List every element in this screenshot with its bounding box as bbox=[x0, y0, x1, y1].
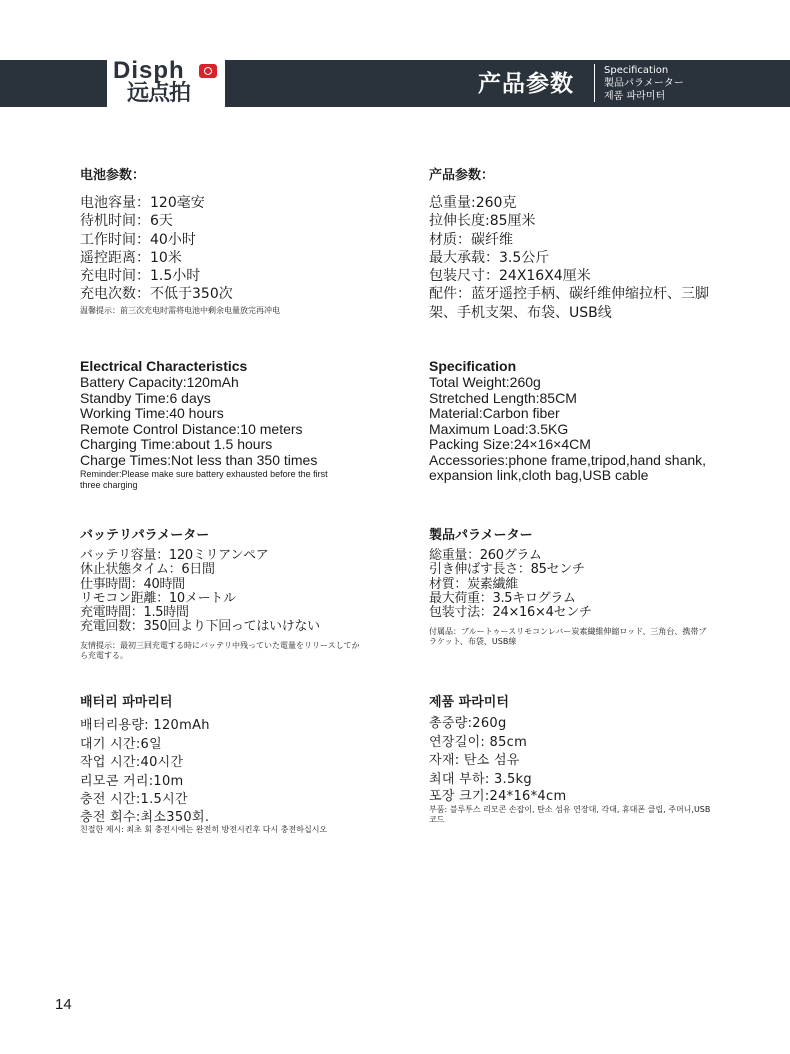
spec-row: 仕事時間：40時間 bbox=[80, 576, 185, 592]
spec-row: 리모콘 거리:10m bbox=[80, 773, 184, 789]
product-params-en bbox=[429, 358, 729, 484]
spec-row: Charge Times:Not less than 350 times bbox=[80, 451, 318, 468]
spec-row: 충전 회수:최소350회. bbox=[80, 809, 210, 825]
note-text: 付属品：ブルートゥースリモコンレバー炭素繊維伸縮ロッド、三角台、携帯ブラケット、布袋、USB線 bbox=[429, 627, 707, 647]
page-number: 14 bbox=[55, 996, 72, 1013]
battery-params-en bbox=[80, 358, 340, 491]
header-divider bbox=[594, 64, 595, 102]
spec-row: Total Weight:260g bbox=[429, 374, 541, 390]
spec-row: Standby Time:6 days bbox=[80, 389, 211, 406]
product-params-ko bbox=[429, 694, 719, 825]
note-text: 友情提示：最初三回充電する時にバッテリ中残っていた電量をリリースしてから充電する。 bbox=[80, 640, 360, 660]
spec-row-accessories: 配件：蓝牙遥控手柄、碳纤维伸缩拉杆、三脚架、手机支架、布袋、USB线 bbox=[429, 286, 709, 321]
spec-row: 引き伸ばす長さ：85センチ bbox=[429, 562, 585, 578]
spec-row: 총중량:260g bbox=[429, 716, 507, 731]
section-title: 产品参数： bbox=[429, 168, 495, 183]
spec-row: バッテリ容量：120ミリアンペア bbox=[80, 548, 269, 563]
spec-row: 充电次数：不低于350次 bbox=[80, 286, 233, 303]
product-params-cn bbox=[429, 167, 729, 322]
spec-row: expansion link,cloth bag,USB cable bbox=[429, 467, 649, 483]
section-title: 제품 파라미터 bbox=[429, 695, 509, 710]
section-title: Specification bbox=[429, 358, 517, 374]
spec-row: リモコン距離：10メートル bbox=[80, 590, 236, 606]
spec-row: 대기 시간:6일 bbox=[80, 736, 162, 752]
spec-row: 包装寸法：24×16×4センチ bbox=[429, 605, 592, 621]
spec-row: Remote Control Distance:10 meters bbox=[80, 420, 303, 437]
spec-row: 최대 부하: 3.5kg bbox=[429, 771, 532, 787]
spec-row: 総重量：260グラム bbox=[429, 548, 542, 563]
spec-row: 배터리용량: 120mAh bbox=[80, 718, 210, 733]
spec-row: Material:Carbon fiber bbox=[429, 405, 560, 421]
header-subtitle-ko: 제품 파라미터 bbox=[604, 91, 666, 102]
spec-row: 자재: 탄소 섬유 bbox=[429, 753, 520, 768]
header-subtitle-ja: 製品パラメーター bbox=[604, 78, 684, 89]
note-text: Reminder:Please make sure battery exhausted before the first three charging bbox=[80, 469, 328, 490]
spec-row: Battery Capacity:120mAh bbox=[80, 374, 239, 390]
note-text: 친절한 제시: 최초 회 충전시에는 완전히 방전시킨후 다시 충전하십시오 bbox=[80, 824, 328, 834]
logo-chinese: 远点拍 bbox=[127, 81, 191, 106]
spec-row: 充电时间：1.5小时 bbox=[80, 268, 201, 285]
section-title: Electrical Characteristics bbox=[80, 358, 248, 374]
spec-row: Charging Time:about 1.5 hours bbox=[80, 436, 273, 452]
spec-row: 最大荷重：3.5キログラム bbox=[429, 590, 576, 606]
note-text: 温馨提示：前三次充电时需将电池中剩余电量放完再冲电 bbox=[80, 305, 280, 315]
section-title: 製品パラメーター bbox=[429, 528, 533, 543]
brand-logo bbox=[107, 58, 225, 108]
spec-row: 연장길이: 85cm bbox=[429, 734, 528, 750]
section-title: 배터리 파마리터 bbox=[80, 695, 173, 710]
spec-row: Accessories:phone frame,tripod,hand shank, bbox=[429, 451, 707, 468]
spec-row: 포장 크기:24*16*4cm bbox=[429, 789, 567, 804]
page-title: 产品参数 bbox=[478, 71, 574, 97]
spec-row: 总重量:260克 bbox=[429, 195, 517, 211]
battery-params-ja bbox=[80, 527, 370, 661]
spec-row: 包装尺寸：24X16X4厘米 bbox=[429, 268, 591, 285]
spec-row: 充電回数：350回より下回ってはいけない bbox=[80, 619, 320, 635]
product-params-ja bbox=[429, 527, 719, 647]
header-subtitle-en: Specification bbox=[604, 65, 669, 76]
spec-row: 材質：炭素繊維 bbox=[429, 576, 518, 592]
note-text: 부품: 블루투스 리모콘 손잡이, 탄소 섬유 연장대, 각대, 휴대폰 클립, 주머니,USB코드 bbox=[429, 805, 711, 824]
spec-row: Stretched Length:85CM bbox=[429, 389, 577, 406]
spec-row: 电池容量：120毫安 bbox=[80, 195, 205, 211]
spec-row: 休止状態タイム：6日間 bbox=[80, 562, 215, 578]
section-title: バッテリパラメーター bbox=[80, 528, 210, 543]
spec-row: 待机时间：6天 bbox=[80, 213, 173, 230]
spec-row: 작업 시간:40시간 bbox=[80, 755, 184, 770]
spec-row: 材质：碳纤维 bbox=[429, 231, 513, 248]
logo-wordmark: Disph bbox=[113, 57, 185, 84]
spec-row: 拉伸长度:85厘米 bbox=[429, 213, 536, 230]
battery-params-ko bbox=[80, 694, 370, 835]
spec-row: Maximum Load:3.5KG bbox=[429, 420, 569, 437]
spec-row: 遥控距离：10米 bbox=[80, 249, 182, 266]
spec-row: Packing Size:24×16×4CM bbox=[429, 436, 591, 452]
battery-params-cn bbox=[80, 167, 410, 316]
spec-row: 충전 시간:1.5시간 bbox=[80, 792, 188, 807]
spec-row: 最大承载：3.5公斤 bbox=[429, 249, 550, 266]
spec-row: Working Time:40 hours bbox=[80, 405, 224, 421]
spec-row: 工作时间：40小时 bbox=[80, 231, 196, 248]
camera-icon bbox=[199, 64, 217, 78]
section-title: 电池参数： bbox=[80, 168, 146, 183]
spec-row: 充電時間：1.5時間 bbox=[80, 605, 189, 621]
